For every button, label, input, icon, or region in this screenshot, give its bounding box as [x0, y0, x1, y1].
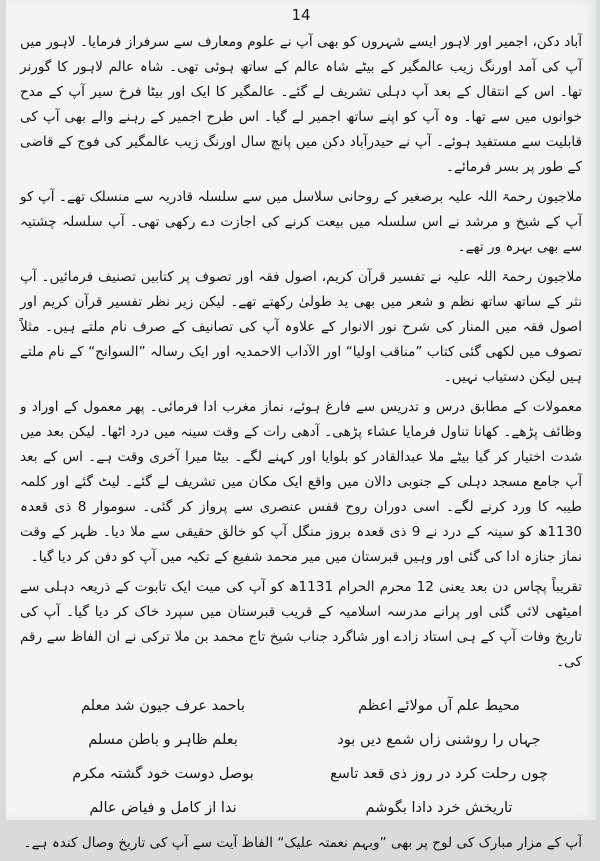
poem-couplet	[40, 757, 562, 791]
poem-hemistich: جہاں را روشنی زاں شمع دیں بود	[337, 732, 541, 748]
paragraph: ملاجیون رحمۃ اللہ علیہ نے تفسیر قرآن کریم، اصول فقہ اور تصوف پر کتابیں تصنیف فرمائیں۔ آپ نثر کے ساتھ ساتھ نظم و شعر میں بھی ید طولیٰ رکھتے تھے۔ لیکن زیر نظر تفسیر قرآن کریم اور اصول فقہ میں المنار کی شرح نور الانوار کے علاوہ آپ کی تصانیف کے صرف نام ملتے ہیں۔ مثلاً تصوف میں لکھی گئی کتاب ”مناقب اولیا“ اور الآداب الاحمدیہ اور ایک رسالہ ”السوانح“ کے نام ملتے ہیں لیکن دستیاب نہیں۔	[20, 269, 582, 385]
poem-hemistich: تاریخش خرد دادا بگوشم	[365, 800, 513, 816]
poem-hemistich: بعلم ظاہر و باطن مسلم	[88, 732, 238, 748]
page-number: 14	[291, 6, 311, 24]
chronogram-poem	[40, 689, 562, 825]
paragraph: آباد دکن، اجمیر اور لاہور ایسے شہروں کو بھی آپ نے علوم ومعارف سے سرفراز فرمایا۔ لاہور میں آپ کی آمد اورنگ زیب عالمگیر کے بیٹے شاہ عالم کے ساتھ ہوئی تھی۔ شاہ عالم لاہور کا گورنر تھا۔ اس کے انتقال کے بعد آپ دہلی تشریف لے گئے۔ عالمگیر کا ایک اور بیٹا فرخ سیر آپ کے مدح خوانوں میں سے تھا۔ وہ آپ کو اپنے ساتھ اجمیر لے گیا۔ اس طرح اجمیر کے رہنے والے بھی آپ کی قابلیت سے مستفید ہوئے۔ آپ نے حیدرآباد دکن میں پانچ سال اورنگ زیب عالمگیر کی فوج کے قاضی کے طور پر بسر فرمائے۔	[20, 34, 582, 175]
closing-paragraph: آپ کے مزار مبارک کی لوح پر بھی ”وبہم نعمتہ علیک“ الفاظ آیت سے آپ کی تاریخ وصال کندہ ہے۔	[23, 835, 582, 851]
paragraph: معمولات کے مطابق درس و تدریس سے فارغ ہوئے، نماز مغرب ادا فرمائی۔ پھر معمول کے اوراد و وظائف پڑھے۔ کھانا تناول فرمایا عشاء پڑھی۔ آدھی رات کے وقت سینہ میں درد اٹھا۔ لیکن بعد میں شدت اختیار کر گیا بیٹے ملا عبدالقادر کو بلوایا اور کہنے لگے۔ بیٹا میرا آخری وقت ہے۔ اس کے بعد آپ جامع مسجد دہلی کے جنوبی دالان میں واقع ایک مکان میں تشریف لے گئے۔ لیٹ گئے اور کلمہ طیبہ کا ورد کرنے لگے۔ اسی دوران روح قفس عنصری سے پرواز کر گئی۔ سوموار 8 ذی قعدہ 1130ھ کو سینہ کے درد نے 9 ذی قعدہ بروز منگل آپ کو خالق حقیقی سے ملا دیا۔ ظہر کے وقت نماز جنازہ ادا کی گئی اور وہیں قبرستان میں میر محمد شفیع کے تکیہ میں آپ کو دفن کر دیا گیا۔	[20, 399, 582, 565]
poem-hemistich: ندا از کامل و فیاض عالم	[89, 800, 237, 816]
paragraph: تقریباً پچاس دن بعد یعنی 12 محرم الحرام 1131ھ کو آپ کی میت ایک تابوت کے ذریعہ دہلی سے امیٹھی لائی گئی اور پرانے مدرسہ اسلامیہ کے قریب قبرستان میں سپرد خاک کر دیا گیا۔ آپ کی تاریخ وفات آپ کے ہی استاد زادے اور شاگرد جناب شیخ تاج محمد بن ملا ترکی نے ان الفاظ سے رقم کی۔	[20, 579, 583, 670]
paragraph: ملاجیون رحمۃ اللہ علیہ برصغیر کے روحانی سلاسل میں سے سلسلہ قادریہ سے منسلک تھے۔ آپ کو آپ کے شیخ و مرشد نے اس سلسلہ میں بیعت کرنے کی اجازت دے رکھی تھی۔ آپ سلسلہ چشتیہ سے بھی بہرہ ور تھے۔	[20, 189, 582, 255]
poem-couplet	[40, 723, 562, 757]
poem-hemistich: باحمد عرف جیون شد معلم	[81, 698, 245, 714]
poem-hemistich: چوں رحلت کرد در روز ذی قعد تاسع	[330, 766, 548, 782]
poem-hemistich: بوصل دوست خود گشتہ مکرم	[72, 766, 254, 782]
page-body	[20, 30, 582, 861]
poem-hemistich: محیط علم آں مولائے اعظم	[358, 698, 520, 714]
book-page	[6, 0, 596, 851]
poem-couplet	[40, 689, 562, 723]
